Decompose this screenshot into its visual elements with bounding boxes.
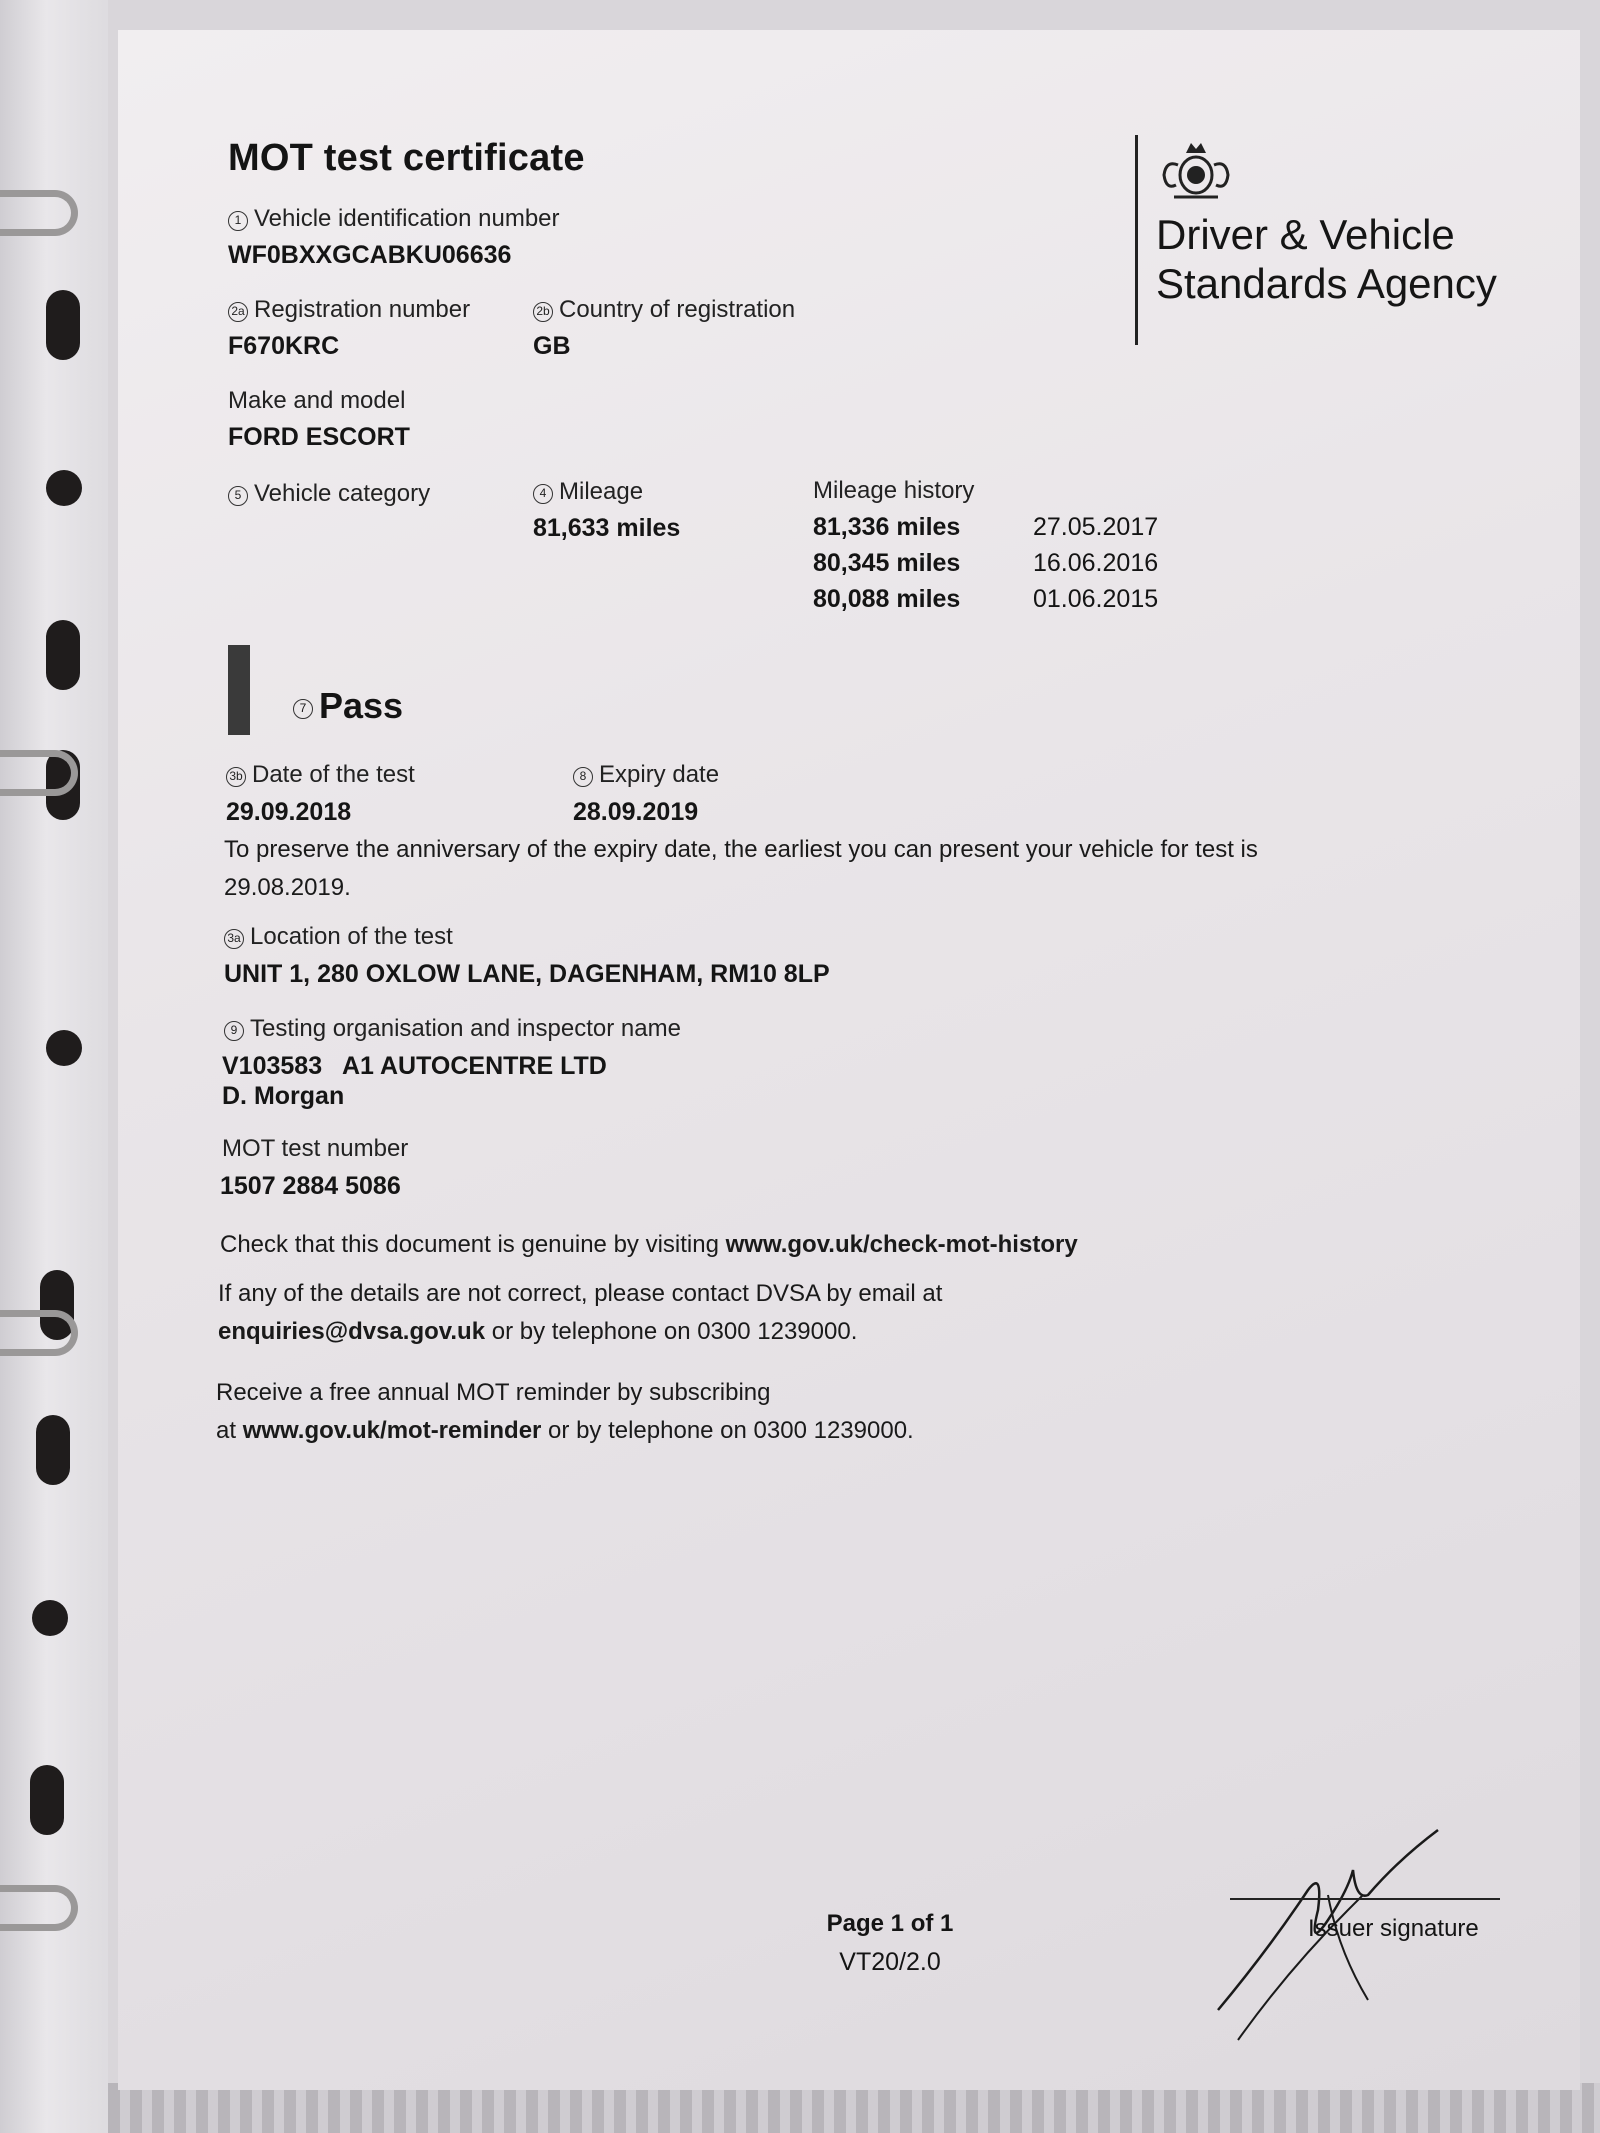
organisation-value: V103583 A1 AUTOCENTRE LTD (222, 1052, 607, 1080)
mileage-label: 4 Mileage (533, 478, 643, 506)
expiry-date-value: 28.09.2019 (573, 798, 699, 826)
vehicle-category-label: 5 Vehicle category (228, 480, 430, 508)
test-number-label: MOT test number (222, 1135, 409, 1162)
make-model-value: FORD ESCORT (228, 423, 410, 451)
field-number-badge: 8 (573, 767, 593, 787)
registration-value: F670KRC (228, 332, 340, 360)
mileage-value: 81,633 miles (533, 514, 681, 542)
dvsa-email-link[interactable]: enquiries@dvsa.gov.uk (218, 1318, 486, 1345)
field-number-badge: 5 (228, 486, 248, 506)
mot-certificate (118, 30, 1580, 2090)
vin-label: 1 Vehicle identification number (228, 205, 560, 233)
country-value: GB (533, 332, 571, 360)
field-number-badge: 3b (226, 767, 246, 787)
field-number-badge: 2b (533, 302, 553, 322)
field-number-badge: 1 (228, 211, 248, 231)
punch-hole (36, 1415, 70, 1485)
mileage-history-row: 80,088 miles 01.06.2015 (813, 585, 1159, 613)
page-number: Page 1 of 1 (826, 1910, 954, 1937)
test-result: 7 Pass (293, 685, 403, 727)
test-date-value: 29.09.2018 (226, 798, 352, 826)
royal-crest-icon (1156, 135, 1236, 205)
field-number-badge: 7 (293, 699, 313, 719)
punch-hole (46, 1030, 82, 1066)
contact-note: If any of the details are not correct, please contact DVSA by email at enquiries@dvsa.gov.uk or by telephone on 0300 1239000. (218, 1280, 943, 1345)
mileage-history-label: Mileage history (813, 477, 975, 504)
field-number-badge: 4 (533, 484, 553, 504)
expiry-date-label: 8 Expiry date (573, 761, 719, 789)
mileage-history-row: 80,345 miles 16.06.2016 (813, 549, 1159, 577)
binder-ring (0, 1310, 78, 1356)
punch-hole (30, 1765, 64, 1835)
vin-value: WF0BXXGCABKU06636 (228, 241, 512, 269)
reminder-note: Receive a free annual MOT reminder by subscribing at www.gov.uk/mot-reminder or by telephone on 0300 1239000. (216, 1379, 914, 1444)
genuine-check-note: Check that this document is genuine by visiting www.gov.uk/check-mot-history (220, 1231, 1078, 1258)
field-number-badge: 2a (228, 302, 248, 322)
registration-label: 2a Registration number (228, 296, 470, 324)
punch-hole (32, 1600, 68, 1636)
field-number-badge: 9 (224, 1021, 244, 1041)
binder-ring (0, 1885, 78, 1931)
field-number-badge: 3a (224, 929, 244, 949)
mileage-history-row: 81,336 miles 27.05.2017 (813, 513, 1159, 541)
punch-hole (46, 470, 82, 506)
dvsa-logo-bar (1135, 135, 1138, 345)
country-label: 2b Country of registration (533, 296, 795, 324)
test-date-label: 3b Date of the test (226, 761, 415, 789)
location-label: 3a Location of the test (224, 923, 453, 951)
punch-hole (46, 290, 80, 360)
check-mot-history-link[interactable]: www.gov.uk/check-mot-history (725, 1231, 1078, 1258)
make-model-label: Make and model (228, 387, 406, 414)
signature-line (1230, 1898, 1500, 1900)
binder-ring (0, 190, 78, 236)
sleeve-edge (108, 2083, 1600, 2133)
form-code: VT20/2.0 (839, 1948, 941, 1976)
inspector-name: D. Morgan (222, 1082, 345, 1110)
organisation-label: 9 Testing organisation and inspector name (224, 1015, 681, 1043)
binder-ring (0, 750, 78, 796)
punch-hole (46, 620, 80, 690)
mot-reminder-link[interactable]: www.gov.uk/mot-reminder (242, 1417, 542, 1444)
location-value: UNIT 1, 280 OXLOW LANE, DAGENHAM, RM10 8LP (224, 960, 830, 988)
certificate-title: MOT test certificate (228, 137, 585, 179)
anniversary-note: To preserve the anniversary of the expiry date, the earliest you can present your vehicle for test is 29.08.2019. (224, 836, 1258, 901)
signature-label: Issuer signature (1308, 1915, 1479, 1942)
result-indicator-bar (228, 645, 250, 735)
agency-name: Driver & Vehicle Standards Agency (1156, 211, 1497, 307)
test-number-value: 1507 2884 5086 (220, 1172, 401, 1200)
